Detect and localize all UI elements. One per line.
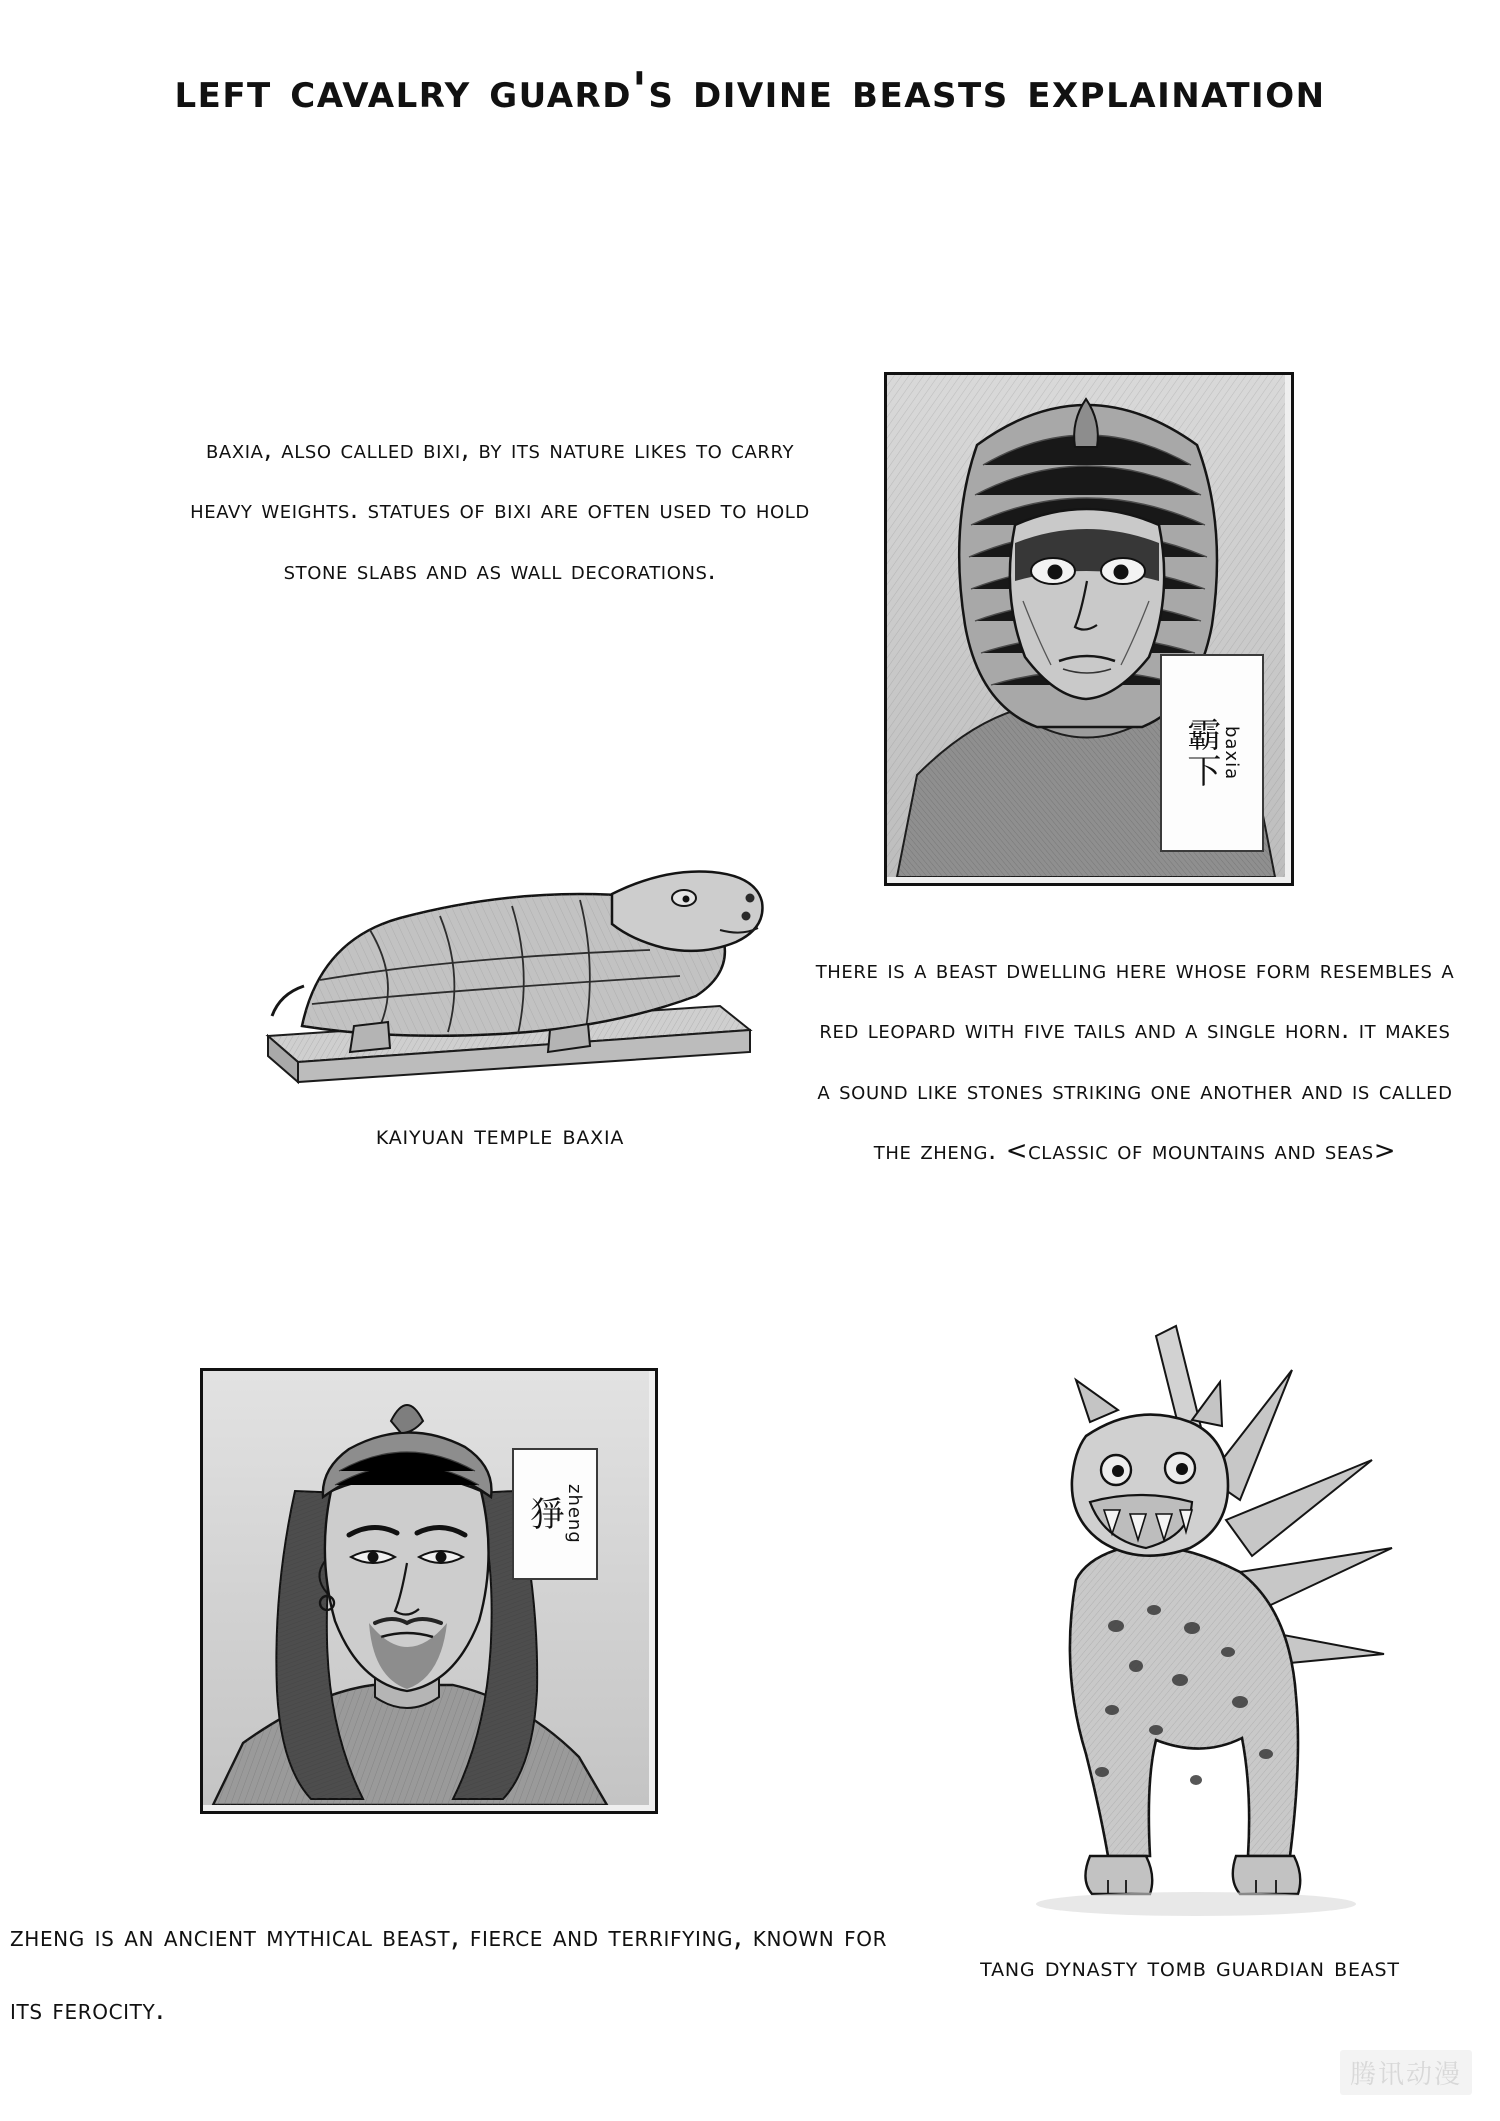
- zheng-statue-caption: tang dynasty tomb guardian beast: [980, 1952, 1400, 1983]
- zheng-plaque-romanization: zheng: [563, 1484, 585, 1544]
- baxia-statue-illustration: [250, 790, 770, 1100]
- watermark: 腾讯动漫: [1340, 2050, 1472, 2095]
- baxia-paragraph: baxia, also called bixi, by its nature likes to carry heavy weights. statues of bixi are often used to hold stone slabs and as wall decorations.: [190, 435, 810, 586]
- zheng-plaque-hanzi: 猙: [523, 1496, 564, 1532]
- baxia-name-plaque: [1160, 654, 1264, 852]
- zheng-quote-paragraph: there is a beast dwelling here whose form resembles a red leopard with five tails and a single horn. it makes a sound like stones striking one another and is called the zheng. <classic of mountains and seas>: [815, 955, 1455, 1166]
- page-title: left cavalry guard's divine beasts explaination: [174, 62, 1326, 119]
- zheng-name-plaque: [512, 1448, 598, 1580]
- zheng-description-paragraph: zheng is an ancient mythical beast, fierce and terrifying, known for its ferocity.: [10, 1919, 888, 2026]
- baxia-statue-caption: kaiyuan temple baxia: [375, 1120, 625, 1151]
- zheng-portrait-panel: [200, 1368, 658, 1814]
- baxia-plaque-hanzi: 霸下: [1180, 717, 1221, 789]
- baxia-plaque-romanization: baxia: [1220, 725, 1242, 781]
- zheng-statue-illustration: [940, 1310, 1440, 1930]
- zheng-portrait-art: [203, 1371, 649, 1805]
